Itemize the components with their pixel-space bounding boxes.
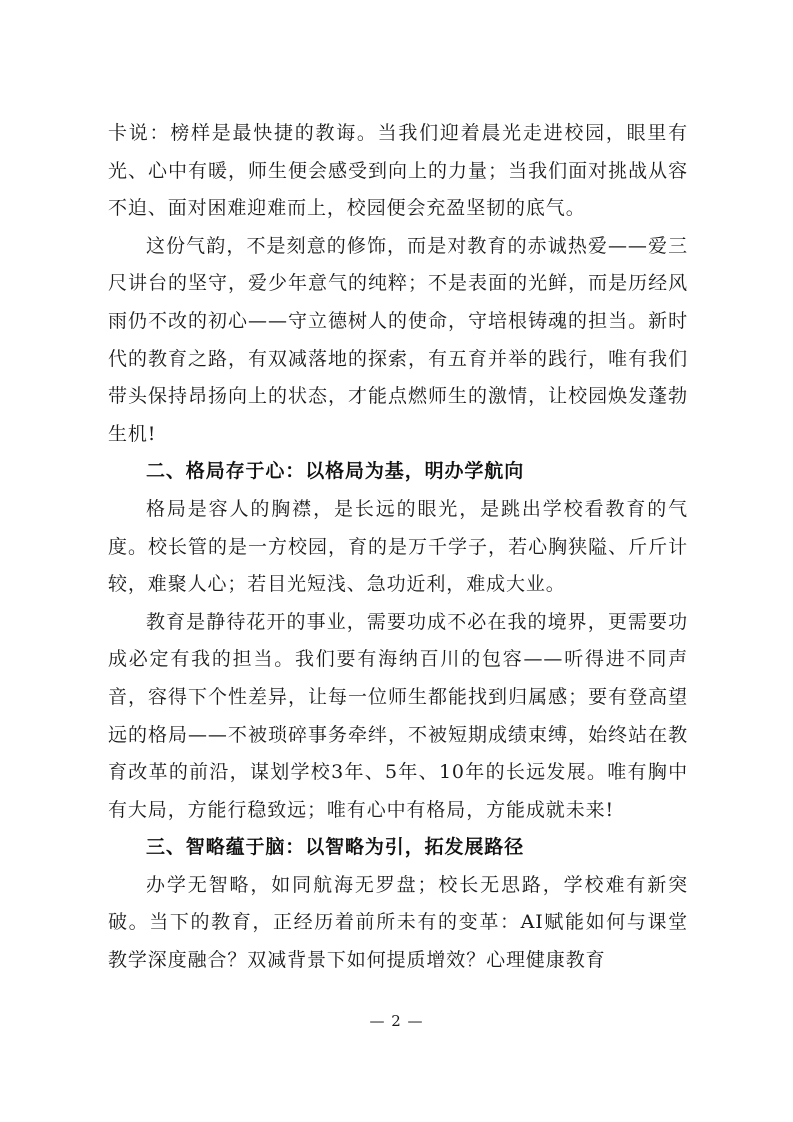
document-body: [108, 115, 688, 980]
section-heading-zhilue: 三、智略蕴于脑：以智略为引，拓发展路径: [146, 836, 525, 859]
paragraph-geju-intro: 格局是容人的胸襟，是长远的眼光，是跳出学校看教育的气度。校长管的是一方校园，育的是万千学子，若心胸狭隘、斤斤计较，难聚人心；若目光短浅、急功近利，难成大业。: [108, 497, 688, 596]
section-heading-geju: 二、格局存于心：以格局为基，明办学航向: [146, 460, 525, 483]
paragraph-zhilue-intro: 办学无智略，如同航海无罗盘；校长无思路，学校难有新突破。当下的教育，正经历着前所未有的变革：AI赋能如何与课堂教学深度融合？双减背景下如何提质增效？心理健康教育: [108, 873, 688, 972]
paragraph-geju-detail: 教育是静待花开的事业，需要功成不必在我的境界，更需要功成必定有我的担当。我们要有海纳百川的包容——听得进不同声音，容得下个性差异，让每一位师生都能找到归属感；要有登高望远的格局——不被琐碎事务牵绊，不被短期成绩束缚，始终站在教育改革的前沿，谋划学校3年、5年、10年的长远发展。唯有胸中有大局，方能行稳致远；唯有心中有格局，方能成就未来!: [108, 610, 688, 821]
paragraph-qiyun: 这份气韵，不是刻意的修饰，而是对教育的赤诚热爱——爱三尺讲台的坚守，爱少年意气的纯粹；不是表面的光鲜，而是历经风雨仍不改的初心——守立德树人的使命，守培根铸魂的担当。新时代的教育之路，有双减落地的探索，有五育并举的践行，唯有我们带头保持昂扬向上的状态，才能点燃师生的激情，让校园焕发蓬勃生机!: [108, 234, 688, 445]
page-number: — 2 —: [369, 1012, 424, 1030]
paragraph-continuation: 卡说：榜样是最快捷的教诲。当我们迎着晨光走进校园，眼里有光、心中有暖，师生便会感受到向上的力量；当我们面对挑战从容不迫、面对困难迎难而上，校园便会充盈坚韧的底气。: [108, 122, 688, 220]
